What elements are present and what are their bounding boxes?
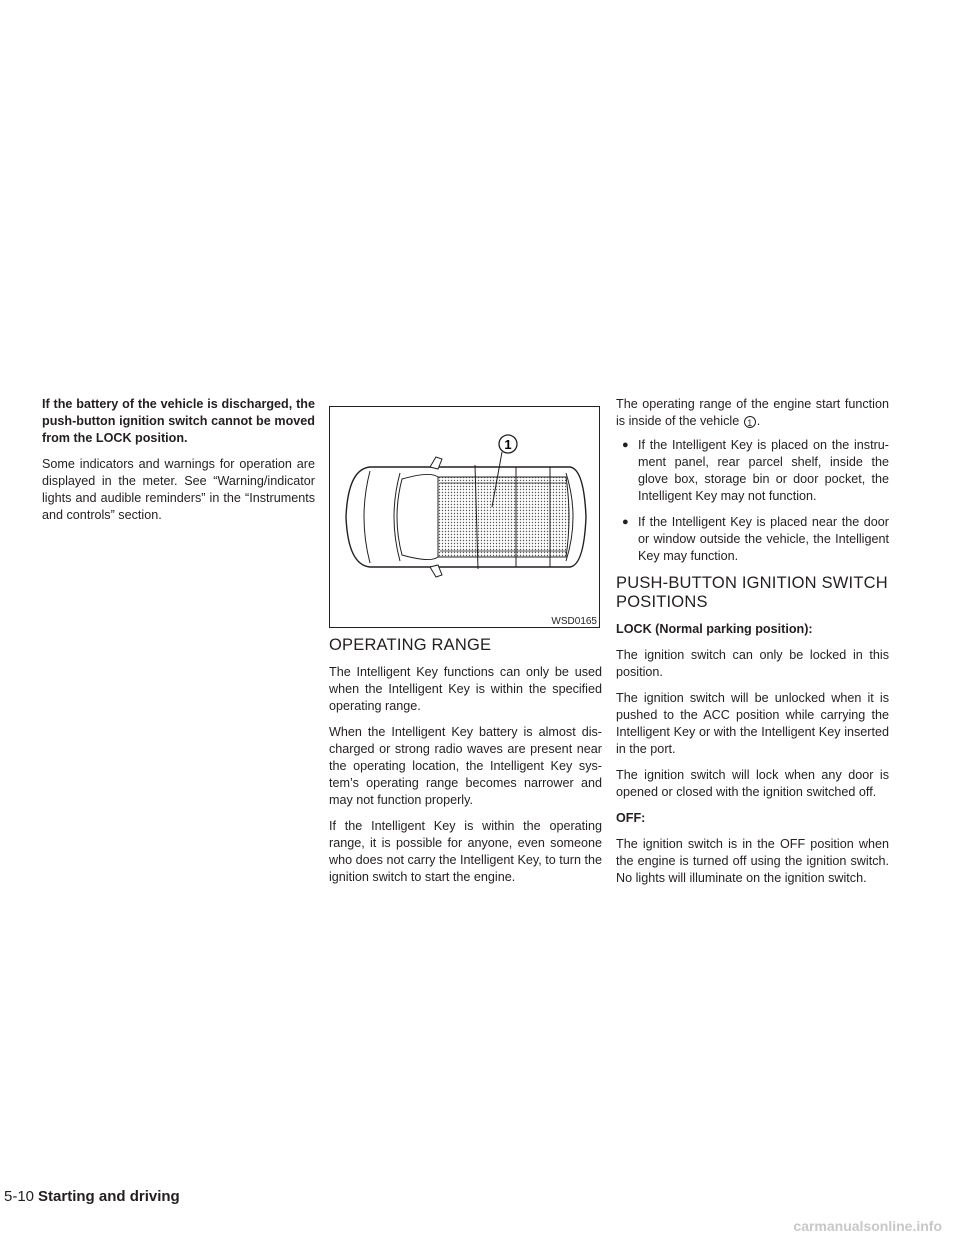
vehicle-top-view-illustration <box>330 407 601 629</box>
range-paragraph-1: The Intelligent Key functions can only be used when the Intelligent Key is within the specified operating range. <box>329 665 602 713</box>
left-column <box>42 396 315 533</box>
operating-range-area <box>438 477 569 557</box>
operating-range-heading: OPERATING RANGE <box>329 636 492 654</box>
section-title: Starting and driving <box>38 1188 180 1205</box>
middle-column <box>329 636 602 895</box>
page-number: 5-10 <box>4 1188 35 1205</box>
range-paragraph-2: When the Intelligent Key battery is almost dis-charged or strong radio waves are present near the operating location, the Intelligent Key sys-tem’s operating range becomes narrower and may not function properly. <box>329 725 602 807</box>
list-item <box>616 514 889 565</box>
bullet-text: If the Intelligent Key is placed near the door or window outside the vehicle, the Intelligent Key may function. <box>638 515 889 563</box>
lock-paragraph-1: The ignition switch can only be locked in this position. <box>616 648 889 679</box>
list-item <box>616 437 889 505</box>
ignition-positions-heading: PUSH-BUTTON IGNITION SWITCH POSITIONS <box>616 574 888 611</box>
bullet-icon: ● <box>622 516 629 528</box>
off-heading: OFF: <box>616 811 646 825</box>
bullet-icon: ● <box>622 439 629 451</box>
callout-1-inline: 1 <box>744 416 756 428</box>
watermark: carmanualsonline.info <box>793 1218 942 1234</box>
lock-paragraph-2: The ignition switch will be unlocked when it is pushed to the ACC position while carrying the Intelligent Key or with the Intelligent Key inserted in the port. <box>616 691 889 756</box>
right-column <box>616 396 889 896</box>
bullet-text: If the Intelligent Key is placed on the instru-ment panel, rear parcel shelf, inside the glove box, storage bin or door pocket, the Intelligent Key may not function. <box>638 438 889 503</box>
battery-warning: If the battery of the vehicle is discharged, the push-button ignition switch cannot be moved from the LOCK position. <box>42 397 315 445</box>
figure-code: WSD0165 <box>551 616 597 627</box>
callout-1-label: 1 <box>504 437 512 452</box>
indicator-paragraph: Some indicators and warnings for operation are displayed in the meter. See “Warning/indicator lights and audible reminders” in the “Instruments and controls” section. <box>42 457 315 522</box>
page-footer <box>4 1188 180 1205</box>
range-paragraph-3: If the Intelligent Key is within the operating range, it is possible for anyone, even someone who does not carry the Intelligent Key, to turn the ignition switch to start the engine. <box>329 819 602 884</box>
off-paragraph: The ignition switch is in the OFF position when the engine is turned off using the ignition switch. No lights will illuminate on the ignition switch. <box>616 837 889 885</box>
range-intro-end: . <box>756 414 761 428</box>
vehicle-range-figure <box>329 406 600 628</box>
lock-paragraph-3: The ignition switch will lock when any door is opened or closed with the ignition switched off. <box>616 768 889 799</box>
range-intro-text: The operating range of the engine start function is inside of the vehicle <box>616 397 889 428</box>
range-intro <box>616 396 889 430</box>
lock-heading: LOCK (Normal parking position): <box>616 622 813 636</box>
